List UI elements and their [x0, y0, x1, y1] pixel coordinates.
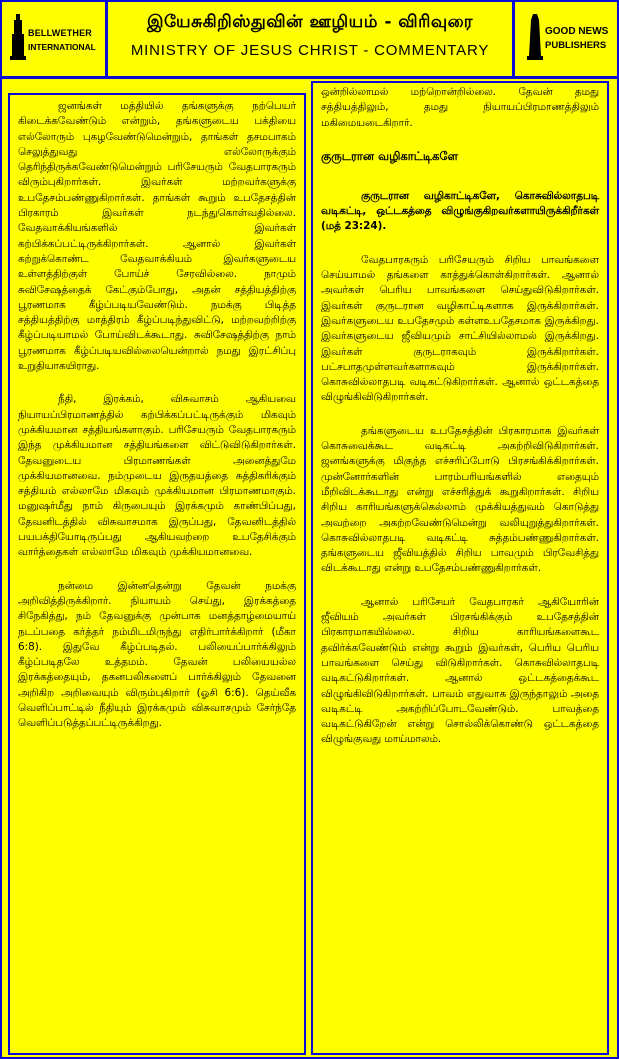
section-heading: குருடரான வழிகாட்டிகளே: [321, 148, 458, 163]
bell-tower-icon: [10, 14, 26, 60]
scripture-quote: குருடரான வழிகாட்டிகளே, கொசுவில்லாதபடி வடிகட்டி, ஒட்டகத்தை விழுங்குகிறவர்களாயிருக்கிறீர்கள் (மத் 23:24).: [321, 189, 599, 233]
logo-line1: GOOD NEWS: [545, 26, 609, 37]
paragraph: வேதபாரகரும் பரிசேயரும் சிறிய பாவங்களை செய்யாமல் தங்களை காத்துக்கொள்கிறார்கள். ஆனால் அவர்கள் பெரிய பாவங்களை செய்துவிடுகிறார்கள். இவர்கள் குருடரான வழிகாட்டிகளாக இருக்கிறார்கள். இவர்களுடைய உபதேசமும் கள்ளஉபதேசமாக இருக்கிறது. இவர்களுடைய ஜீவியமும் சாட்சியில்லாமல் இருக்கிறது. இவர்கள் குருடராகவும் இருக்கிறார்கள். பட்சபாதமுள்ளவர்களாகவும் இருக்கிறார்கள். கொசுவில்லாதபடி வடிகட்டுகிறார்கள். ஆனால் ஒட்டகத்தை விழுங்கிவிடுகிறார்கள்.: [321, 253, 599, 404]
paragraph: ஜனங்கள் மத்தியில் தங்களுக்கு நற்பெயர் கிடைக்கவேண்டும் என்றும், தங்களுடைய பக்தியை எல்லோரும் புகழவேண்டுமென்றும், தாங்கள் தசமபாகம் செலுத்துவது எல்லோருக்கும் தெரிந்திருக்கவேண்டுமென்றும் பரிசேயரும் வேதபாரகரும் விரும்புகிறார்கள். இவர்கள் மற்றவர்களுக்கு உபதேசம்பண்ணுகிறார்கள். தாங்கள் கூறும் உபதேசத்தின் பிரகாரம் இவர்கள் நடந்துகொள்வதில்லை. வேதவாக்கியங்களில் இவர்கள் கற்பிக்கப்பட்டிருக்கிறார்கள். ஆனால் இவர்கள் கற்றுக்கொண்ட வேதவாக்கியம் இவர்களுடைய உள்ளத்திற்குள் போய்ச் சேரவில்லை. நாமும் சுவிசேஷத்தைக் கேட்கும்போது, அதன் சத்தியத்திற்கு பூரணமாக கீழ்ப்படியவேண்டும். நமக்கு பிடித்த சத்தியத்திற்கு மாத்திரம் கீழ்ப்படிந்துவிட்டு, மற்றவற்றிற்கு கீழ்ப்படியாமல் போய்விடக்கூடாது. சுவிசேஷத்திற்கு நாம் பூரணமாக கீழ்ப்படியவில்லையென்றால் நமது இரட்சிப்பு உறுதியாகயிராது.: [18, 100, 296, 373]
paragraph: நன்மை இன்னதென்று தேவன் நமக்கு அறிவித்திருக்கிறார். நியாயம் செய்து, இரக்கத்தை சிநேகித்து, நம் தேவனுக்கு முன்பாக மனத்தாழ்மையாய் நடப்பதை கர்த்தர் நம்மிடமிருந்து எதிர்பார்க்கிறார் (மீகா 6:8). இதுவே கீழ்ப்படிதல். பலியைப்பார்க்கிலும் கீழ்ப்படிதலே உத்தமம். தேவன் பலியையல்ல இரக்கத்தையும், தகனபலிகளைப் பார்க்கிலும் தேவனை அறிகிற அறிவையும் விரும்புகிறார் (ஓசி 6:6). தெய்வீக வெளிப்பாட்டில் நீதியும் இரக்கமும் விசுவாசமும் சேர்ந்தே வெளிப்படுத்தப்பட்டிருக்கிறது.: [18, 579, 296, 730]
paragraph: ஆனால் பரிசேயர் வேதபாரகர் ஆகியோரின் ஜீவியம் அவர்கள் பிரசங்கிக்கும் உபதேசத்தின் பிரகாரமாகயில்லை. சிறிய காரியங்களைகூட தவிர்க்கவேண்டும் என்று கூறும் இவர்கள், பெரிய பெரிய பாவங்களை செய்து விடுகிறார்கள். கொசுவில்லாதபடி வடிகட்டுகிறார்கள். ஆனால் ஒட்டகத்தைக்கூட விழுங்கிவிடுகிறார்கள். பாவம் எதுவாக இருந்தாலும் அதை வடிகட்டி அகற்றிப்போடவேண்டும். பாவத்தை வடிகட்டுகிறேன் என்று சொல்லிக்கொண்டு ஒட்டகத்தை விழுங்குவது மாய்மாலம்.: [321, 595, 599, 746]
header-divider: [2, 76, 617, 79]
logo-line2: INTERNATIONAL: [28, 42, 96, 52]
left-column: [8, 93, 306, 1055]
paragraph: ஒன்றில்லாமல் மற்றொன்றில்லை. தேவன் தமது சத்தியத்திலும், தமது நியாயப்பிரமாணத்திலும் மகிமையடைகிறார்.: [321, 86, 599, 129]
logo-line1: BELLWETHER: [28, 28, 92, 38]
lighthouse-icon: [527, 14, 543, 60]
paragraph: தங்களுடைய உபதேசத்தின் பிரகாரமாக இவர்கள் கொசுவைக்கூட வடிகட்டி அகற்றிவிடுகிறார்கள். ஜனங்களுக்கு மிகுந்த எச்சரிப்போடு பிரசங்கிக்கிறார்கள். முன்னோர்களின் பாரம்பரியங்களில் எதையும் மீறிவிடக்கூடாது என்று எச்சரித்துக் கூறுகிறார்கள். சிறிய சிறிய காரியங்களுக்கெல்லாம் முக்கியத்துவம் கொடுத்து அவற்றை அகற்றவேண்டுமென்று வலியுறுத்துகிறார்கள். கொசுவில்லாதபடி வடிகட்டி சுத்தம்பண்ணுகிறார்கள். தங்களுடைய ஜீவியத்தில் சிறிய பாவமும் பிரவேசித்து விடக்கூடாது என்று உபதேசம்பண்ணுகிறார்கள்.: [321, 424, 599, 575]
english-title: MINISTRY OF JESUS CHRIST - COMMENTARY: [130, 42, 490, 59]
logo-line2: PUBLISHERS: [545, 40, 607, 51]
paragraph: நீதி, இரக்கம், விசுவாசம் ஆகியவை நியாயப்பிரமாணத்தில் கற்பிக்கப்பட்டிருக்கும் மிகவும் முக்கியமான சத்தியங்களாகும். பரிசேயரும் வேதபாரகரும் இந்த முக்கியமான சத்தியங்களை விட்டுவிடுகிறார்கள். தேவனுடைய பிரமாணங்கள் அனைத்துமே முக்கியமானவை. நம்முடைய இருதயத்தை சுத்திகரிக்கும் சத்தியம் எல்லாமே மிகவும் முக்கியமான பிரமாணமாகும். மனுஷர்மீது நாம் கிருபையும் இரக்கமும் காண்பிப்பது, தேவனிடத்தில் விசுவாசமாக இருப்பது, தேவனிடத்தில் பயபக்தியோடிருப்பது ஆகியவற்றை உபதேசிக்கும் வார்த்தைகள் எல்லாமே மிகவும் முக்கியமானவை.: [18, 393, 296, 559]
good-news-logo: [512, 2, 617, 76]
tamil-title: இயேசுகிறிஸ்துவின் ஊழியம் - விரிவுரை: [146, 12, 474, 32]
right-column: [311, 81, 609, 1055]
bellwether-logo: [2, 2, 108, 76]
page-header: [110, 2, 510, 76]
